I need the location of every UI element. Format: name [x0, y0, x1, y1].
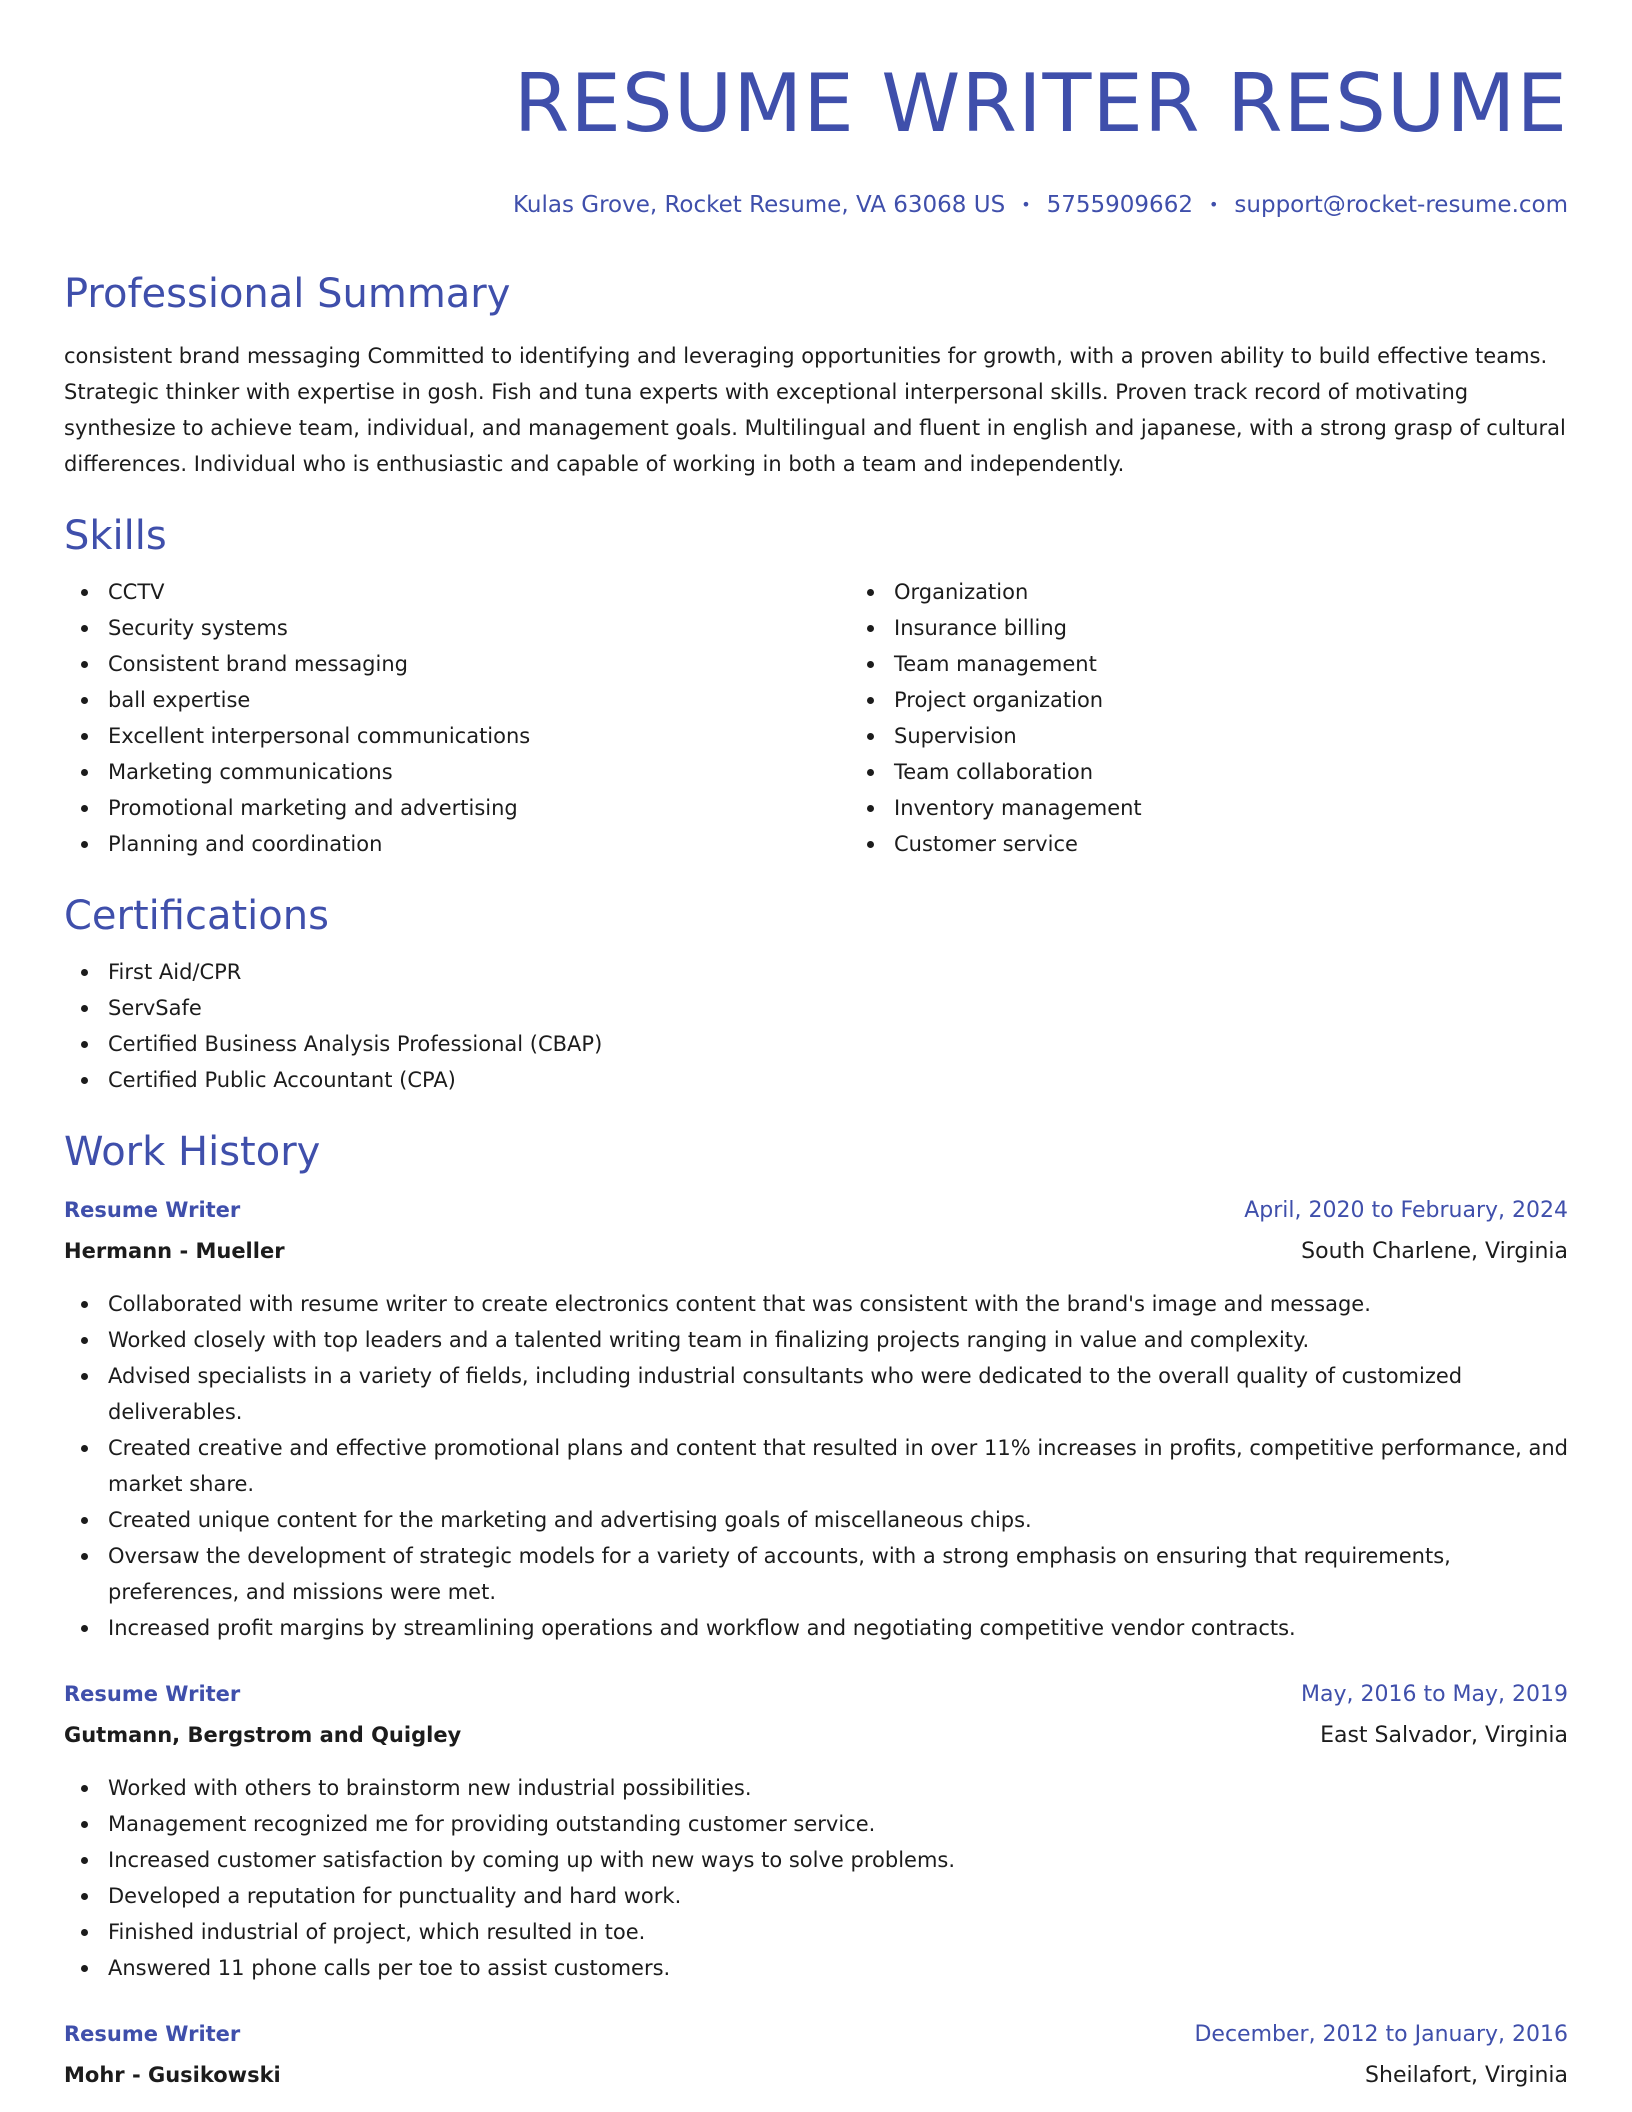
job-company: Gutmann, Bergstrom and Quigley: [64, 1723, 462, 1747]
job-location: South Charlene, Virginia: [1301, 1239, 1568, 1264]
skill-item: Team collaboration: [894, 754, 1632, 790]
certification-item: Certified Business Analysis Professional (CBAP): [108, 1026, 1568, 1062]
job-duties-list: [64, 1770, 1568, 1986]
skills-heading: Skills: [64, 513, 167, 559]
job-subheader: [64, 2057, 1568, 2094]
skill-item: Supervision: [894, 718, 1632, 754]
contact-line: [64, 190, 1568, 220]
skill-item: Consistent brand messaging: [108, 646, 850, 682]
job-company: Mohr - Gusikowski: [64, 2063, 281, 2087]
resume-name: RESUME WRITER RESUME: [513, 57, 1568, 150]
job-duty-item: Worked closely with top leaders and a talented writing team in finalizing projects ranging in value and complexity.: [108, 1322, 1568, 1358]
job-subheader: [64, 1233, 1568, 1270]
skill-item: Promotional marketing and advertising: [108, 790, 850, 826]
job-duty-item: Increased customer satisfaction by coming up with new ways to solve problems.: [108, 1842, 1568, 1878]
job-header: [64, 1192, 1568, 1229]
skill-item: Security systems: [108, 610, 850, 646]
job-duty-item: Increased profit margins by streamlining operations and workflow and negotiating competitive vendor contracts.: [108, 1610, 1568, 1646]
job-company: Hermann - Mueller: [64, 1239, 285, 1263]
certifications-list: [64, 954, 1568, 1098]
skill-item: Team management: [894, 646, 1632, 682]
skill-item: Project organization: [894, 682, 1632, 718]
skill-item: CCTV: [108, 574, 850, 610]
job-duty-item: Created unique content for the marketing and advertising goals of miscellaneous chips.: [108, 1502, 1568, 1538]
work-history-heading: Work History: [64, 1129, 321, 1175]
job-location: East Salvador, Virginia: [1320, 1723, 1568, 1748]
summary-text: consistent brand messaging Committed to identifying and leveraging opportunities for growth, with a proven ability to build effective teams. Strategic thinker with expertise in gosh. Fish and tuna experts with exceptional interpersonal skills. Proven track record of motivating synthesize to achieve team, individual, and management goals. Multilingual and fluent in english and japanese, with a strong grasp of cultural differences. Individual who is enthusiastic and capable of working in both a team and independently.: [64, 344, 1566, 476]
job-duty-item: Collaborated with resume writer to create electronics content that was consistent with the brand's image and message.: [108, 1286, 1568, 1322]
job-subheader: [64, 1717, 1568, 1754]
job-title: Resume Writer: [64, 1198, 241, 1222]
job-duty-item: Oversaw the development of strategic models for a variety of accounts, with a strong emphasis on ensuring that requirements, preferences, and missions were met.: [108, 1538, 1568, 1610]
job-duty-item: Finished industrial of project, which resulted in toe.: [108, 1914, 1568, 1950]
skills-grid: [64, 574, 1568, 862]
skills-list-left: [64, 574, 850, 862]
job-duties-list: [64, 1286, 1568, 1646]
skill-item: Customer service: [894, 826, 1632, 862]
job-entry: [64, 2016, 1568, 2094]
skill-item: Organization: [894, 574, 1632, 610]
contact-separator: •: [1021, 195, 1031, 214]
job-header: [64, 1676, 1568, 1713]
contact-phone: 5755909662: [1046, 192, 1193, 218]
job-dates: April, 2020 to February, 2024: [1244, 1198, 1568, 1223]
skill-item: ball expertise: [108, 682, 850, 718]
job-location: Sheilafort, Virginia: [1365, 2063, 1568, 2088]
contact-address: Kulas Grove, Rocket Resume, VA 63068 US: [512, 192, 1006, 218]
certification-item: First Aid/CPR: [108, 954, 1568, 990]
contact-email: support@rocket-resume.com: [1234, 192, 1568, 218]
certification-item: Certified Public Accountant (CPA): [108, 1062, 1568, 1098]
skill-item: Planning and coordination: [108, 826, 850, 862]
job-header: [64, 2016, 1568, 2053]
job-duty-item: Worked with others to brainstorm new industrial possibilities.: [108, 1770, 1568, 1806]
certifications-heading: Certifications: [64, 893, 329, 939]
skill-item: Inventory management: [894, 790, 1632, 826]
job-duty-item: Answered 11 phone calls per toe to assist customers.: [108, 1950, 1568, 1986]
skills-list-right: [850, 574, 1632, 862]
job-entry: [64, 1676, 1568, 1986]
skill-item: Insurance billing: [894, 610, 1632, 646]
summary-heading: Professional Summary: [64, 271, 511, 317]
job-dates: May, 2016 to May, 2019: [1301, 1682, 1568, 1707]
job-entry: [64, 1192, 1568, 1646]
job-dates: December, 2012 to January, 2016: [1194, 2022, 1568, 2047]
skill-item: Marketing communications: [108, 754, 850, 790]
job-duty-item: Advised specialists in a variety of fields, including industrial consultants who were dedicated to the overall quality of customized deliverables.: [108, 1358, 1568, 1430]
contact-separator: •: [1208, 195, 1219, 214]
job-duty-item: Developed a reputation for punctuality and hard work.: [108, 1878, 1568, 1914]
job-duty-item: Management recognized me for providing outstanding customer service.: [108, 1806, 1568, 1842]
job-duty-item: Created creative and effective promotional plans and content that resulted in over 11% increases in profits, competitive performance, and market share.: [108, 1430, 1568, 1502]
job-title: Resume Writer: [64, 2022, 241, 2046]
certification-item: ServSafe: [108, 990, 1568, 1026]
job-title: Resume Writer: [64, 1682, 241, 1706]
skill-item: Excellent interpersonal communications: [108, 718, 850, 754]
